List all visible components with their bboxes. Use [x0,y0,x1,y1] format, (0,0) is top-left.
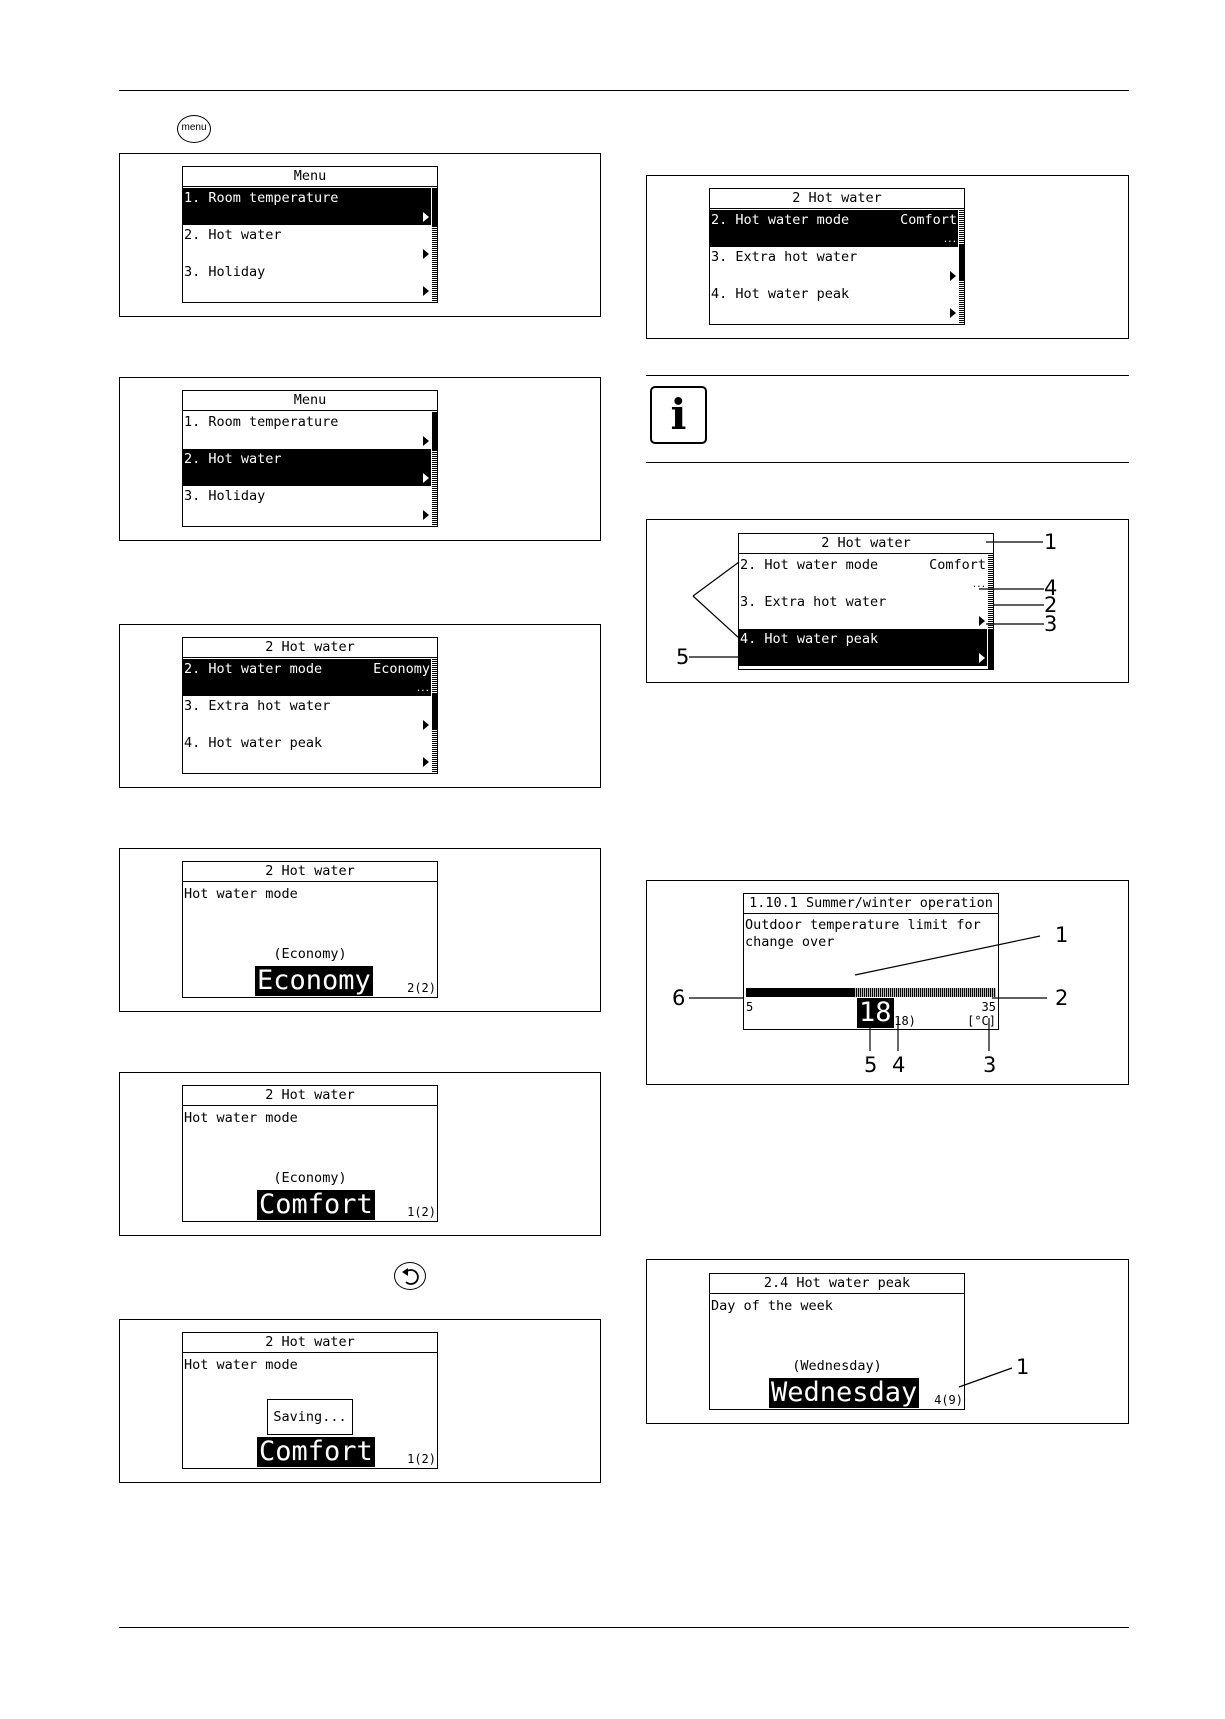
current-value[interactable]: Comfort [259,1436,373,1467]
ellipsis-icon: ... [942,235,956,245]
menu-item-hot-water[interactable] [183,225,431,262]
ellipsis-icon: ... [415,684,429,694]
callout-4: 4 [892,1053,906,1077]
callout-2: 2 [1055,986,1069,1010]
menu-item-hot-water-mode[interactable] [183,659,431,696]
callout-6: 6 [672,986,686,1010]
current-value[interactable]: 18 [859,997,892,1028]
callout-lines [647,881,1130,1086]
chevron-right-icon [423,249,429,259]
screen-title: 2 Hot water [183,1086,437,1106]
menu-item-hot-water-mode[interactable] [710,210,958,247]
parameter-name: Hot water mode [184,1357,298,1373]
menu-item-label: 3. Extra hot water [184,698,331,714]
figure-hot-water-list-economy [119,624,601,788]
lcd-screen [182,861,438,998]
callout-lines [647,1260,1130,1425]
menu-item-label: 4. Hot water peak [740,631,879,647]
chevron-right-icon [423,473,429,483]
screen-title: 2.4 Hot water peak [710,1274,964,1294]
menu-item-label: 2. Hot water [184,227,282,243]
current-value[interactable]: Economy [257,965,371,996]
figure-hot-water-mode-comfort [119,1072,601,1236]
lcd-screen [182,1332,438,1469]
lcd-screen [182,390,438,527]
callout-3: 3 [983,1053,997,1077]
menu-item-extra-hot-water[interactable] [183,696,431,733]
saving-popup: Saving... [267,1399,353,1435]
info-icon [650,386,707,444]
scrollbar-thumb[interactable] [432,188,437,226]
lcd-screen [182,166,438,303]
figure-hot-water-list-comfort [646,175,1129,339]
screen-title: Menu [183,391,437,411]
chevron-right-icon [423,720,429,730]
callout-3: 3 [1044,612,1058,636]
screen-title: 2 Hot water [710,189,964,209]
page-indicator: 1(2) [407,1205,436,1219]
figure-hot-water-saving [119,1319,601,1483]
callout-5: 5 [676,645,690,669]
chevron-right-icon [950,308,956,318]
description-line-2: change over [745,934,835,950]
range-min: 5 [746,1000,754,1014]
lcd-screen [182,637,438,774]
callout-1: 1 [1016,1355,1030,1379]
menu-item-label: 4. Hot water peak [711,286,850,302]
menu-item-label: 3. Holiday [184,488,266,504]
lcd-screen [182,1085,438,1222]
figure-summer-winter-operation [646,880,1129,1085]
page-indicator: 1(2) [407,1452,436,1466]
menu-item-hot-water-peak[interactable] [710,284,958,321]
figure-hot-water-peak [646,1259,1129,1424]
menu-item-label: 1. Room temperature [184,414,339,430]
callout-4: 4 [1044,576,1058,600]
original-value: (Economy) [273,946,347,962]
scrollbar-thumb[interactable] [432,693,437,729]
footer-rule [119,1627,1129,1628]
menu-item-holiday[interactable] [183,486,431,523]
menu-item-label: 2. Hot water mode [711,212,850,228]
page-indicator: 2(2) [407,981,436,995]
menu-item-label: 3. Extra hot water [740,594,887,610]
menu-item-label: 3. Extra hot water [711,249,858,265]
menu-button-label: menu [181,122,207,133]
info-icon-glyph: i [670,390,687,439]
parameter-name: Hot water mode [184,1110,298,1126]
back-arrow-icon[interactable] [394,1262,426,1290]
menu-item-room-temperature[interactable] [183,412,431,449]
scrollbar-thumb[interactable] [432,412,437,450]
callout-lines [647,520,1130,684]
current-value[interactable]: Comfort [259,1189,373,1220]
screen-title: 2 Hot water [183,862,437,882]
lcd-screen [709,188,965,325]
menu-item-value: Comfort [900,212,957,228]
original-value: (Wednesday) [792,1358,882,1374]
figure-hot-water-annotated [646,519,1129,683]
screen-title: 2 Hot water [739,534,993,554]
menu-item-label: 1. Room temperature [184,190,339,206]
menu-item-value: Comfort [929,557,986,573]
parameter-name: Day of the week [711,1298,833,1314]
menu-item-value: Economy [373,661,430,677]
screen-title: Menu [183,167,437,187]
current-value[interactable]: Wednesday [771,1377,918,1408]
description-line-1: Outdoor temperature limit for [745,917,981,933]
page-indicator: 4(9) [934,1393,963,1407]
menu-item-label: 4. Hot water peak [184,735,323,751]
chevron-right-icon [423,212,429,222]
callout-1: 1 [1055,923,1069,947]
figure-menu-hotwater-selected [119,377,601,541]
parameter-name: Hot water mode [184,886,298,902]
screen-title: 1.10.1 Summer/winter operation [744,894,998,914]
menu-button-icon[interactable] [177,115,211,143]
unit-label: [°C] [967,1014,996,1028]
screen-title: 2 Hot water [183,1333,437,1353]
range-max: 35 [981,1000,996,1014]
menu-item-holiday[interactable] [183,262,431,299]
menu-item-hot-water-peak[interactable] [183,733,431,770]
scrollbar-thumb[interactable] [959,244,964,280]
chevron-right-icon [950,271,956,281]
header-rule [119,90,1129,91]
menu-item-label: 3. Holiday [184,264,266,280]
original-value: (Economy) [273,1170,347,1186]
figure-hot-water-mode-economy [119,848,601,1012]
callout-1: 1 [1044,530,1058,554]
note-bottom-rule [646,462,1129,463]
menu-item-label: 2. Hot water mode [184,661,323,677]
ellipsis-icon: ... [971,580,985,590]
callout-2: 2 [1044,593,1058,617]
back-arrow-glyph [395,1263,427,1291]
note-top-rule [646,375,1129,376]
chevron-right-icon [423,757,429,767]
callout-5: 5 [864,1053,878,1077]
chevron-right-icon [423,436,429,446]
screen-title: 2 Hot water [183,638,437,658]
menu-item-extra-hot-water[interactable] [710,247,958,284]
menu-item-label: 2. Hot water mode [740,557,879,573]
figure-menu-room-selected [119,153,601,317]
chevron-right-icon [423,510,429,520]
menu-item-label: 2. Hot water [184,451,282,467]
menu-item-room-temperature[interactable] [183,188,431,225]
original-value: (18) [887,1014,916,1028]
chevron-right-icon [423,286,429,296]
menu-item-hot-water[interactable] [183,449,431,486]
